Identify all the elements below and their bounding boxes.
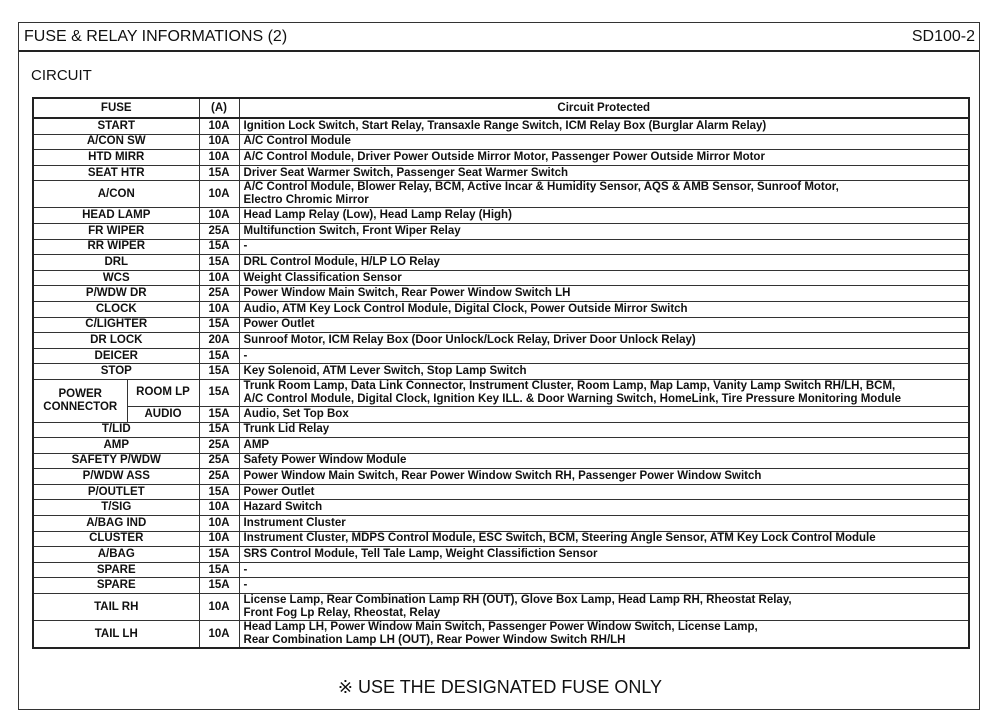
table-row (33, 469, 969, 485)
table-row (33, 438, 969, 454)
table-row (33, 406, 969, 422)
circuit-line-2: A/C Control Module, Digital Clock, Ignition Key ILL. & Door Warning Switch, HomeLink, Tire Pressure Monitoring Module (243, 392, 901, 405)
table-header-row (33, 98, 969, 118)
fuse-name: T/LID (33, 422, 199, 438)
fuse-circuit: Sunroof Motor, ICM Relay Box (Door Unlock/Lock Relay, Driver Door Unlock Relay) (239, 333, 969, 349)
fuse-amp: 25A (199, 438, 239, 454)
fuse-circuit: Safety Power Window Module (239, 453, 969, 469)
fuse-circuit: Multifunction Switch, Front Wiper Relay (239, 223, 969, 239)
fuse-name: CLOCK (33, 301, 199, 317)
fuse-circuit: DRL Control Module, H/LP LO Relay (239, 255, 969, 271)
fuse-amp: 15A (199, 364, 239, 380)
circuit-line-1: License Lamp, Rear Combination Lamp RH (OUT), Glove Box Lamp, Head Lamp RH, Rheostat Relay, (243, 594, 792, 607)
fuse-name: WCS (33, 270, 199, 286)
fuse-amp: 15A (199, 165, 239, 181)
table-row (33, 134, 969, 150)
table-row (33, 286, 969, 302)
fuse-amp: 15A (199, 484, 239, 500)
fuse-circuit: Power Outlet (239, 484, 969, 500)
fuse-circuit: Head Lamp Relay (Low), Head Lamp Relay (High) (239, 208, 969, 224)
fuse-amp: 25A (199, 286, 239, 302)
fuse-circuit (239, 621, 969, 649)
table-row (33, 239, 969, 255)
table-row (33, 301, 969, 317)
fuse-name: A/CON SW (33, 134, 199, 150)
fuse-circuit: A/C Control Module, Driver Power Outside Mirror Motor, Passenger Power Outside Mirror Motor (239, 150, 969, 166)
fuse-name: TAIL LH (33, 621, 199, 649)
table-row (33, 453, 969, 469)
fuse-amp: 10A (199, 181, 239, 208)
page-header (19, 23, 979, 52)
fuse-circuit: SRS Control Module, Tell Tale Lamp, Weight Classifiction Sensor (239, 547, 969, 563)
table-row (33, 594, 969, 621)
fuse-group-label-line2: CONNECTOR (43, 400, 118, 413)
table-row (33, 270, 969, 286)
fuse-circuit: - (239, 239, 969, 255)
fuse-name: HTD MIRR (33, 150, 199, 166)
fuse-circuit: Audio, Set Top Box (239, 406, 969, 422)
fuse-amp: 15A (199, 239, 239, 255)
table-row (33, 547, 969, 563)
fuse-amp: 25A (199, 469, 239, 485)
document-page (18, 22, 980, 710)
fuse-name: P/WDW ASS (33, 469, 199, 485)
fuse-amp: 15A (199, 547, 239, 563)
fuse-amp: 25A (199, 453, 239, 469)
page-title: FUSE & RELAY INFORMATIONS (2) (24, 27, 288, 45)
fuse-amp: 20A (199, 333, 239, 349)
table-row (33, 422, 969, 438)
fuse-circuit: Hazard Switch (239, 500, 969, 516)
fuse-name: SPARE (33, 578, 199, 594)
table-row (33, 333, 969, 349)
fuse-amp: 10A (199, 208, 239, 224)
fuse-table (32, 97, 970, 649)
table-row (33, 181, 969, 208)
header-circuit: Circuit Protected (239, 98, 969, 118)
fuse-subname: ROOM LP (127, 379, 199, 406)
fuse-circuit: Power Window Main Switch, Rear Power Window Switch RH, Passenger Power Window Switch (239, 469, 969, 485)
fuse-name: DRL (33, 255, 199, 271)
fuse-circuit: - (239, 562, 969, 578)
fuse-amp: 15A (199, 406, 239, 422)
fuse-name: AMP (33, 438, 199, 454)
fuse-circuit: Key Solenoid, ATM Lever Switch, Stop Lamp Switch (239, 364, 969, 380)
table-row (33, 516, 969, 532)
table-row (33, 500, 969, 516)
fuse-name: HEAD LAMP (33, 208, 199, 224)
circuit-line-2: Electro Chromic Mirror (243, 194, 369, 207)
fuse-amp: 10A (199, 118, 239, 134)
table-row (33, 255, 969, 271)
circuit-line-1: Head Lamp LH, Power Window Main Switch, Passenger Power Window Switch, License Lamp, (243, 621, 758, 634)
circuit-line-1: Trunk Room Lamp, Data Link Connector, Instrument Cluster, Room Lamp, Map Lamp, Vanity Lamp Switch RH/LH, BCM, (243, 379, 896, 392)
fuse-amp: 10A (199, 301, 239, 317)
fuse-circuit: - (239, 578, 969, 594)
circuit-line-2: Rear Combination Lamp LH (OUT), Rear Power Window Switch RH/LH (243, 634, 626, 647)
fuse-circuit (239, 181, 969, 208)
fuse-amp: 15A (199, 578, 239, 594)
page-code: SD100-2 (911, 27, 975, 45)
fuse-amp: 15A (199, 255, 239, 271)
fuse-circuit (239, 379, 969, 406)
fuse-amp: 10A (199, 134, 239, 150)
header-amp: (A) (199, 98, 239, 118)
fuse-circuit: Weight Classification Sensor (239, 270, 969, 286)
fuse-amp: 10A (199, 594, 239, 621)
fuse-name: CLUSTER (33, 531, 199, 547)
table-row (33, 118, 969, 134)
table-row (33, 223, 969, 239)
table-row (33, 562, 969, 578)
fuse-name-group (33, 379, 127, 422)
table-row (33, 484, 969, 500)
section-title: CIRCUIT (31, 67, 92, 84)
fuse-circuit: Audio, ATM Key Lock Control Module, Digital Clock, Power Outside Mirror Switch (239, 301, 969, 317)
circuit-line-1: A/C Control Module, Blower Relay, BCM, Active Incar & Humidity Sensor, AQS & AMB Sensor, Sunroof Motor, (243, 181, 839, 194)
table-row (33, 317, 969, 333)
fuse-circuit: Power Outlet (239, 317, 969, 333)
fuse-name: FR WIPER (33, 223, 199, 239)
table-row (33, 379, 969, 406)
fuse-amp: 15A (199, 379, 239, 406)
circuit-line-2: Front Fog Lp Relay, Rheostat, Relay (243, 607, 441, 620)
table-row (33, 578, 969, 594)
fuse-name: START (33, 118, 199, 134)
fuse-amp: 10A (199, 270, 239, 286)
fuse-amp: 15A (199, 422, 239, 438)
fuse-name: DR LOCK (33, 333, 199, 349)
table-row (33, 165, 969, 181)
fuse-name: DEICER (33, 348, 199, 364)
fuse-subname: AUDIO (127, 406, 199, 422)
fuse-circuit: Ignition Lock Switch, Start Relay, Transaxle Range Switch, ICM Relay Box (Burglar Alarm Relay) (239, 118, 969, 134)
fuse-circuit: Instrument Cluster, MDPS Control Module, ESC Switch, BCM, Steering Angle Sensor, ATM Key Lock Control Module (239, 531, 969, 547)
fuse-circuit (239, 594, 969, 621)
table-row (33, 364, 969, 380)
table-row (33, 150, 969, 166)
fuse-name: P/WDW DR (33, 286, 199, 302)
footer-note: ※ USE THE DESIGNATED FUSE ONLY (337, 677, 663, 697)
fuse-name: SAFETY P/WDW (33, 453, 199, 469)
fuse-circuit: Instrument Cluster (239, 516, 969, 532)
fuse-circuit: Trunk Lid Relay (239, 422, 969, 438)
fuse-amp: 25A (199, 223, 239, 239)
table-row (33, 208, 969, 224)
fuse-name: SEAT HTR (33, 165, 199, 181)
fuse-name: SPARE (33, 562, 199, 578)
fuse-circuit: Power Window Main Switch, Rear Power Window Switch LH (239, 286, 969, 302)
fuse-amp: 10A (199, 150, 239, 166)
fuse-amp: 15A (199, 562, 239, 578)
fuse-amp: 10A (199, 621, 239, 649)
fuse-amp: 15A (199, 317, 239, 333)
fuse-amp: 15A (199, 348, 239, 364)
fuse-name: C/LIGHTER (33, 317, 199, 333)
fuse-name: P/OUTLET (33, 484, 199, 500)
fuse-table-container (32, 97, 968, 649)
fuse-circuit: - (239, 348, 969, 364)
fuse-name: STOP (33, 364, 199, 380)
fuse-name: A/BAG (33, 547, 199, 563)
table-row (33, 348, 969, 364)
fuse-circuit: A/C Control Module (239, 134, 969, 150)
fuse-name: T/SIG (33, 500, 199, 516)
fuse-group-label-line1: POWER (58, 387, 102, 400)
fuse-name: RR WIPER (33, 239, 199, 255)
header-fuse: FUSE (33, 98, 199, 118)
fuse-amp: 10A (199, 500, 239, 516)
fuse-name: TAIL RH (33, 594, 199, 621)
fuse-name: A/BAG IND (33, 516, 199, 532)
table-row (33, 621, 969, 649)
fuse-name: A/CON (33, 181, 199, 208)
fuse-amp: 10A (199, 531, 239, 547)
table-row (33, 531, 969, 547)
fuse-circuit: AMP (239, 438, 969, 454)
fuse-amp: 10A (199, 516, 239, 532)
fuse-circuit: Driver Seat Warmer Switch, Passenger Seat Warmer Switch (239, 165, 969, 181)
